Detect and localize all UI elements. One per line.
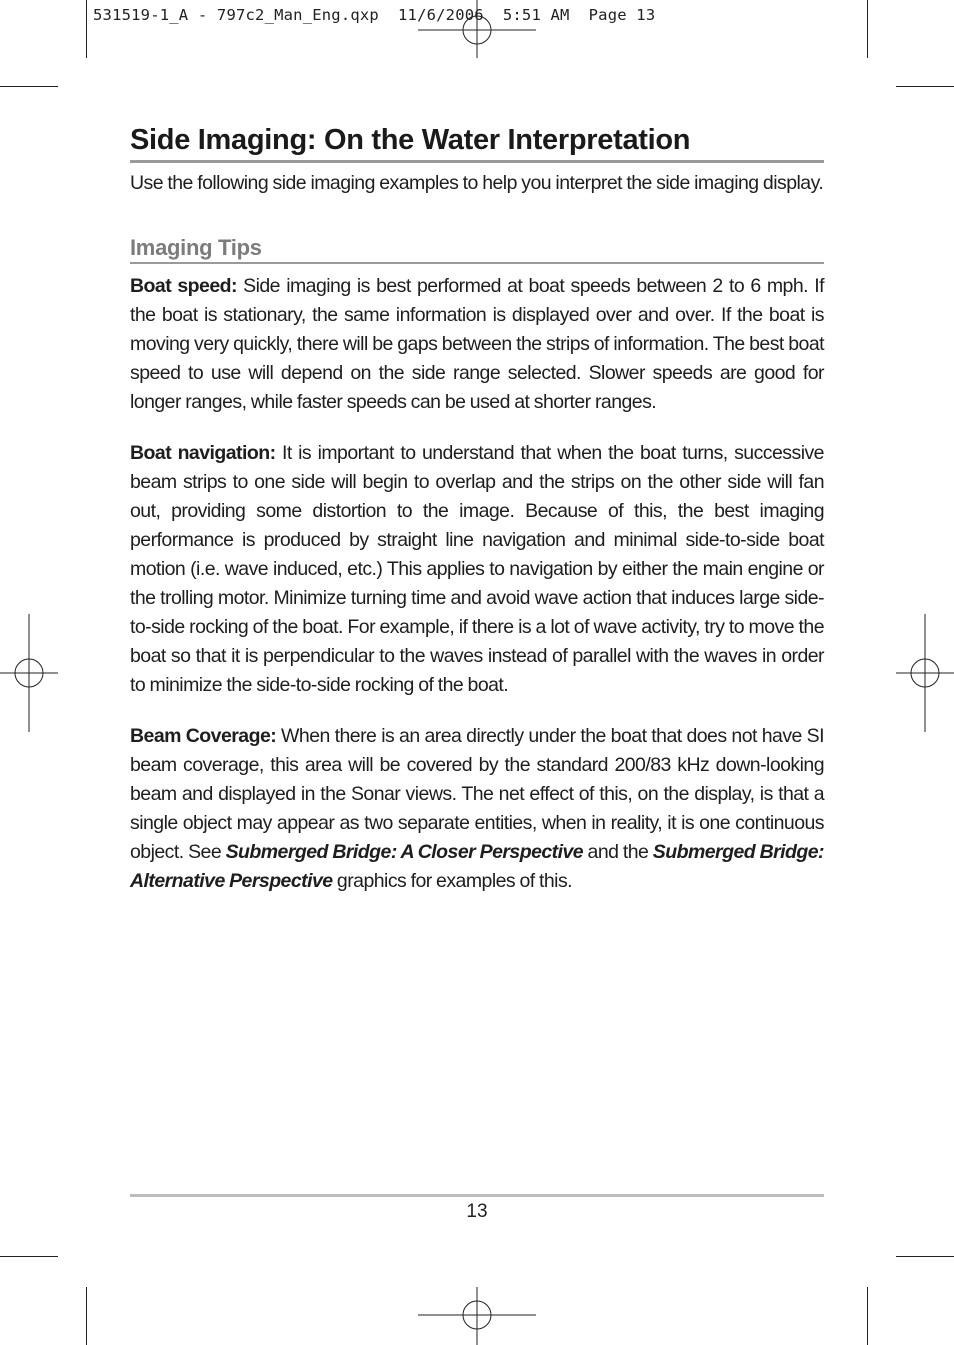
- crop-mark-bottom-right-horizontal: [896, 1256, 954, 1257]
- crop-mark-bottom-left-horizontal: [0, 1256, 58, 1257]
- print-slug-line: 531519-1_A - 797c2_Man_Eng.qxp 11/6/2006 5:51 AM Page 13: [93, 6, 656, 24]
- crop-mark-top-right-vertical: [867, 0, 868, 58]
- beam-coverage-text-1: When there is an area directly under the boat that does not have SI beam coverage, this area will be covered by the standard 200/83 kHz down-looking beam and displayed in the Sonar views. The net effect of this, on the display, is that a single object may appear as two separate entities, when in reality, it is one continuous object. See: [130, 724, 824, 863]
- registration-mark-top-icon: [418, 0, 536, 60]
- page-number: 13: [466, 1201, 488, 1222]
- section-rule: [130, 262, 824, 264]
- closer-perspective-reference: Submerged Bridge: A Closer Perspective: [225, 840, 584, 863]
- intro-paragraph: Use the following side imaging examples to help you interpret the side imaging display.: [130, 172, 824, 194]
- alternative-perspective-reference: Submerged Bridge: Alternative Perspective: [130, 840, 824, 892]
- boat-navigation-text: It is important to understand that when the boat turns, successive beam strips to one side will begin to overlap and the strips on the other side will fan out, providing some distortion to the image. Because of this, the best imaging performance is produced by straight line navigation and minimal side-to-side boat motion (i.e. wave induced, etc.) This applies to navigation by either the main engine or the trolling motor. Minimize turning time and avoid wave action that induces large side-to-side rocking of the boat. For example, if there is a lot of wave activity, try to move the boat so that it is perpendicular to the waves instead of parallel with the waves in order to minimize the side-to-side rocking of the boat.: [130, 441, 824, 696]
- beam-coverage-paragraph: [130, 722, 824, 896]
- boat-speed-text: Side imaging is best performed at boat speeds between 2 to 6 mph. If the boat is stationary, the same information is displayed over and over. If the boat is moving very quickly, there will be gaps between the strips of information. The best boat speed to use will depend on the side range selected. Slower speeds are good for longer ranges, while faster speeds can be used at shorter ranges.: [130, 274, 824, 413]
- page-title: Side Imaging: On the Water Interpretation: [130, 124, 691, 156]
- crop-mark-top-right-horizontal: [896, 86, 954, 87]
- boat-navigation-label: Boat navigation:: [130, 441, 276, 464]
- boat-speed-label: Boat speed:: [130, 274, 237, 297]
- boat-navigation-paragraph: [130, 439, 824, 700]
- boat-speed-paragraph: [130, 272, 824, 417]
- page-content: [130, 122, 824, 896]
- registration-mark-left-icon: [0, 614, 58, 732]
- crop-mark-top-left-vertical: [86, 0, 87, 58]
- registration-mark-right-icon: [896, 614, 954, 732]
- registration-mark-bottom-icon: [418, 1287, 536, 1345]
- crop-mark-bottom-left-vertical: [86, 1287, 87, 1345]
- title-rule: [130, 160, 824, 163]
- footer-rule: [130, 1194, 824, 1197]
- beam-coverage-label: Beam Coverage:: [130, 724, 277, 747]
- section-heading: Imaging Tips: [130, 234, 262, 260]
- beam-coverage-text-3: graphics for examples of this.: [332, 869, 573, 892]
- crop-mark-bottom-right-vertical: [867, 1287, 868, 1345]
- beam-coverage-text-2: and the: [583, 840, 653, 863]
- crop-mark-top-left-horizontal: [0, 86, 58, 87]
